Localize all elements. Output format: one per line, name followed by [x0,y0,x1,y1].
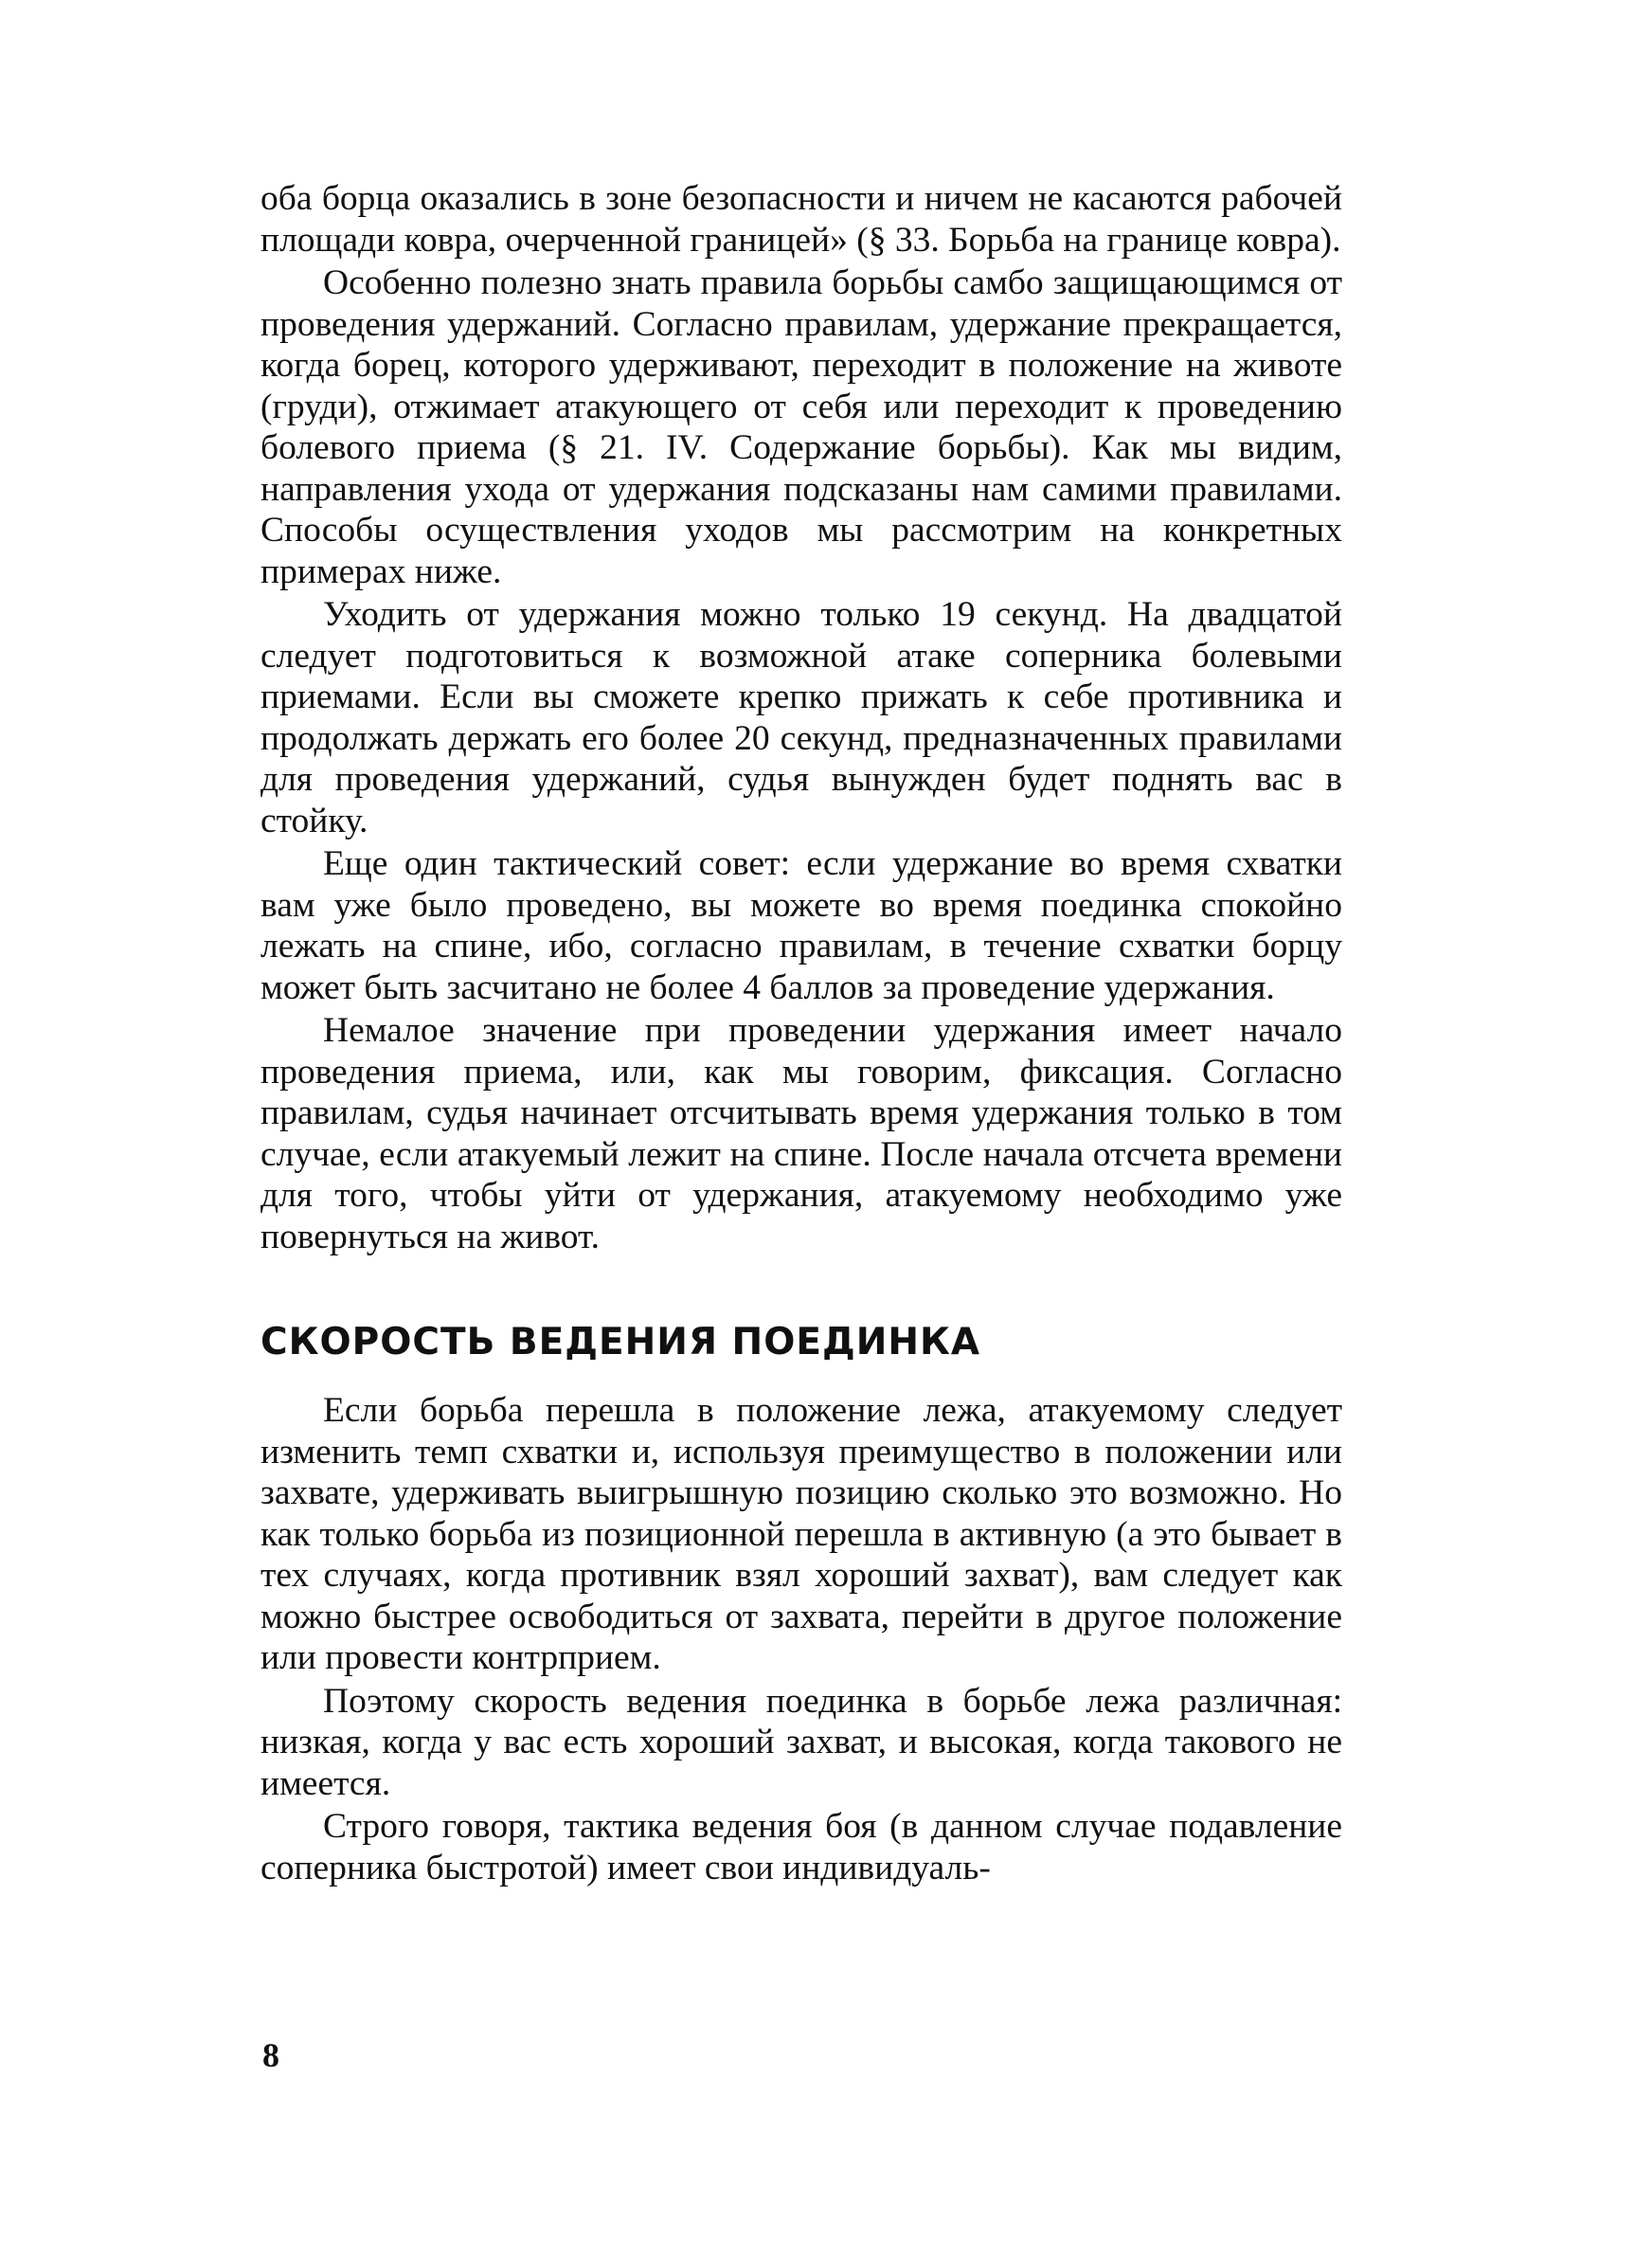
paragraph-4: Еще один тактический совет: если удержание во время схватки вам уже было проведено, вы можете во время поединка спокойно лежать на спине, ибо, согласно правилам, в течение схватки борцу может быть засчитано не более 4 баллов за проведение удержания. [260,844,1342,1007]
paragraph-8: Строго говоря, тактика ведения боя (в данном случае подавление соперника быстротой) имеет свои индивидуаль- [260,1807,1342,1887]
paragraph-5: Немалое значение при проведении удержания имеет начало проведения приема, или, как мы говорим, фиксация. Согласно правилам, судья начинает отсчитывать время удержания только в том случае, если атакуемый лежит на спине. После начала отсчета времени для того, чтобы уйти от удержания, атакуемому необходимо уже повернуться на живот. [260,1011,1342,1256]
paragraph-3: Уходить от удержания можно только 19 секунд. На двадцатой следует подготовиться к возможной атаке соперника болевыми приемами. Если вы сможете крепко прижать к себе противника и продолжать держать его более 20 секунд, предназначенных правилами для проведения удержаний, судья вынужден будет поднять вас в стойку. [260,595,1342,840]
paragraph-7: Поэтому скорость ведения поединка в борьбе лежа различная: низкая, когда у вас есть хороший захват, и высокая, когда такового не имеется. [260,1681,1342,1803]
text-block-after-heading [260,1390,1342,1888]
paragraph-6: Если борьба перешла в положение лежа, атакуемому следует изменить темп схватки и, используя преимущество в положении или захвате, удерживать выигрышную позицию сколько это возможно. Но как только борьба из позиционной перешла в активную (а это бывает в тех случаях, когда противник взял хороший захват), вам следует как можно быстрее освободиться от захвата, перейти в другое положение или провести контрприем. [260,1391,1342,1677]
paragraph-1: оба борца оказались в зоне безопасности и ничем не касаются рабочей площади ковра, очерченной границей» (§ 33. Борьба на границе ковра). [260,179,1342,260]
page-number: 8 [262,2036,279,2074]
page-body [260,178,1342,1888]
paragraph-2: Особенно полезно знать правила борьбы самбо защищающимся от проведения удержаний. Согласно правилам, удержание прекращается, когда борец, которого удерживают, переходит в положение на животе (груди), отжимает атакующего от себя или переходит к проведению болевого приема (§ 21. IV. Содержание борьбы). Как мы видим, направления ухода от удержания подсказаны нам самими правилами. Способы осуществления уходов мы рассмотрим на конкретных примерах ниже. [260,263,1342,591]
text-block-before-heading [260,178,1342,1257]
section-heading: СКОРОСТЬ ВЕДЕНИЯ ПОЕДИНКА [260,1321,981,1363]
